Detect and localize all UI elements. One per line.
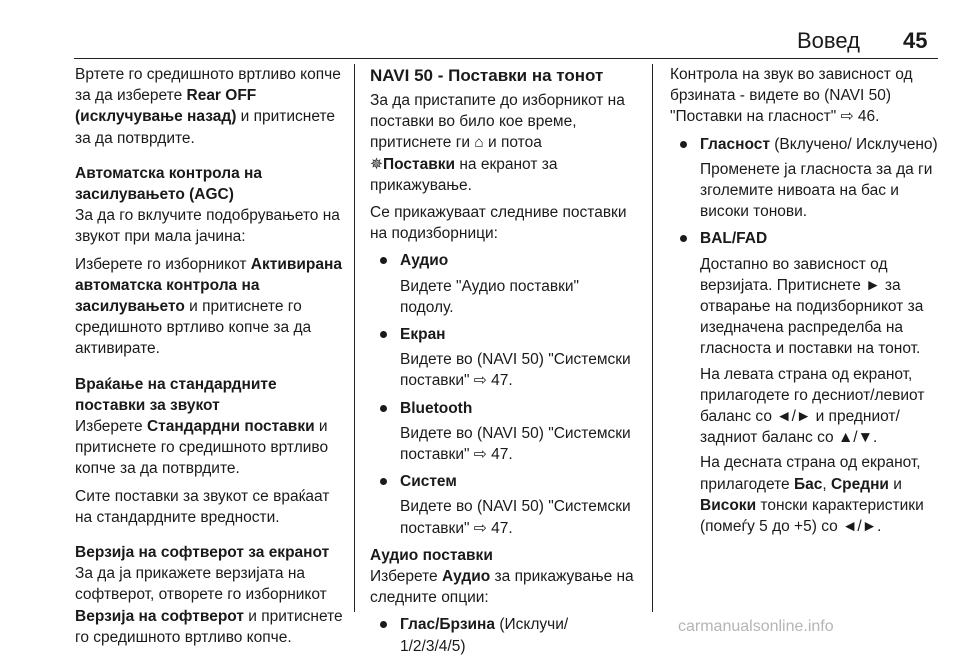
agc-section <box>75 163 347 360</box>
reference-arrow-icon: ⇨ <box>840 108 854 126</box>
bullet-icon <box>680 141 687 148</box>
software-version-section <box>75 542 347 648</box>
reset-heading: Враќање на стандардните поставки за звукот <box>75 375 277 414</box>
header-rule <box>74 58 938 59</box>
column-divider-2 <box>652 64 653 612</box>
bullet-icon <box>380 331 387 338</box>
column-2 <box>370 64 636 657</box>
audio-settings-heading: Аудио поставки <box>370 546 493 564</box>
play-arrow-icon: ► <box>865 276 881 294</box>
page-header <box>0 0 960 56</box>
bullet-icon <box>680 235 687 242</box>
navi-heading: NAVI 50 - Поставки на тонот <box>370 66 604 85</box>
list-item-screen: Екран Видете во (NAVI 50) "Системски поставки" ⇨ 47. <box>370 324 636 392</box>
agc-heading: Автоматска контрола на засилувањето (AGC) <box>75 164 263 204</box>
page-title: Вовед <box>797 28 860 53</box>
up-down-arrows-icon: ▲/▼ <box>837 429 873 447</box>
bullet-icon <box>380 257 387 264</box>
navi-submenu-paragraph: Се прикажуваат следниве поставки на подизборници: <box>370 204 627 243</box>
list-item-bal-fad: BAL/FAD Достапно во зависност од верзијата. Притиснете ► за отварање на подизборникот за изедначена распределба на гласноста и поставки на тонот. На левата страна од екранот, прилагодете го десниот/левиот баланс со ◄/► и предниот/ задниот баланс со ▲/▼. На десната страна од екранот, прилагодете Бас, Средни и Високи тонски карактеристики (помеѓу 5 до +5) со ◄/►. <box>670 228 938 537</box>
audio-settings-paragraph: Изберете Аудио за прикажување на следните опции: <box>370 568 634 607</box>
bullet-icon <box>380 621 387 628</box>
audio-settings-section <box>370 545 636 657</box>
left-right-arrows-icon: ◄/► <box>776 408 812 426</box>
home-icon: ⌂ <box>474 134 484 152</box>
agc-paragraph-2: Изберете го изборникот Активирана автоматска контрола на засилувањето и притиснете го средишното вртливо копче за да активирате. <box>75 255 342 358</box>
column-1 <box>75 64 347 654</box>
list-item-audio: Аудио Видете "Аудио поставки" подолу. <box>370 250 636 318</box>
list-item-system: Систем Видете во (NAVI 50) "Системски поставки" ⇨ 47. <box>370 471 636 539</box>
watermark: carmanualsonline.info <box>678 618 834 635</box>
software-heading: Верзија на софтверот за екранот <box>75 544 330 562</box>
bullet-icon <box>380 405 387 412</box>
agc-paragraph-1: За да го вклучите подобрувањето на звукот при мала јачина: <box>75 207 340 246</box>
reference-arrow-icon: ⇨ <box>473 372 487 390</box>
rear-off-paragraph: Вртете го средишното вртливо копче за да изберете Rear OFF (исклучување назад) и притиснете за да потврдите. <box>75 66 341 147</box>
page-number: 45 <box>903 28 928 53</box>
column-divider-1 <box>354 64 355 612</box>
reset-paragraph-1: Изберете Стандардни поставки и притиснете го средишното вртливо копче за да потврдите. <box>75 418 329 478</box>
reset-section <box>75 374 347 528</box>
list-item-loudness: Гласност (Вклучено/ Исклучено) Променете ја гласноста за да ги зголемите нивоата на бас и високи тонови. <box>670 134 938 223</box>
bullet-icon <box>380 478 387 485</box>
reference-arrow-icon: ⇨ <box>473 519 487 537</box>
list-item-voice-speed: Глас/Брзина (Исклучи/ 1/2/3/4/5) <box>370 614 636 656</box>
reset-paragraph-2: Сите поставки за звукот се враќаат на стандардните вредности. <box>75 487 330 526</box>
reference-arrow-icon: ⇨ <box>473 446 487 464</box>
column-3 <box>670 64 938 537</box>
list-item-bluetooth: Bluetooth Видете во (NAVI 50) "Системски поставки" ⇨ 47. <box>370 398 636 466</box>
speed-volume-paragraph: Контрола на звук во зависност од брзината - видете во (NAVI 50) "Поставки на гласност" ⇨ 46. <box>670 64 938 128</box>
navi-intro-paragraph: За да пристапите до изборникот на поставки во било кое време, притиснете ги ⌂ и потоа ✵Поставки на екранот за прикажување. <box>370 92 625 194</box>
software-paragraph: За да ја прикажете верзијата на софтверот, отворете го изборникот Верзија на софтверот и притиснете го средишното вртливо копче. <box>75 565 343 646</box>
left-right-arrows-icon: ◄/► <box>842 518 878 536</box>
gear-icon: ✵ <box>370 155 383 173</box>
